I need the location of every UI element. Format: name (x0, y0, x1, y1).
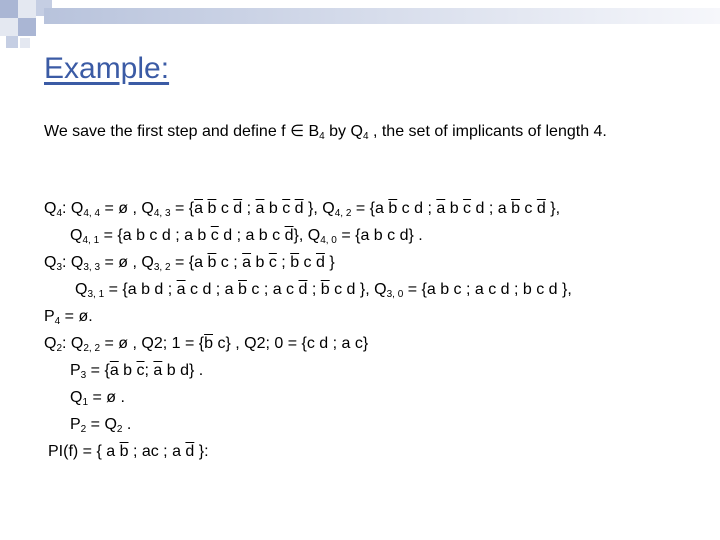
subscript: 3, 0 (386, 289, 404, 300)
subscript: 3, 3 (83, 262, 101, 273)
formula-text: ; (144, 362, 154, 379)
negated-variable: $\overline{c}$ (463, 200, 472, 217)
formula-text: = { (86, 362, 110, 379)
formula-text: = ø , Q (100, 200, 154, 217)
intro-text (44, 121, 607, 141)
formula-text: }, (545, 200, 561, 217)
formula-text: d ; a (471, 200, 512, 217)
negated-variable: $\overline{b}$ (119, 443, 129, 460)
formula-text: : Q (62, 335, 84, 352)
formula-line (70, 226, 423, 246)
intro-subscript: 4 (362, 131, 369, 142)
negated-variable: $\overline{a}$ (242, 254, 252, 271)
formula-line (44, 253, 335, 273)
formula-text: = {a b c d} . (336, 227, 423, 244)
negated-variable: $\overline{d}$ (315, 254, 325, 271)
formula-text: Q (44, 335, 57, 352)
negated-variable: $\overline{c}$ (136, 362, 145, 379)
formula-text: P (44, 308, 55, 325)
formula-text: c d ; (397, 200, 437, 217)
negated-variable: $\overline{b}$ (204, 335, 214, 352)
subscript: 2 (80, 424, 87, 435)
formula-text: Q (70, 389, 83, 406)
negated-variable: $\overline{b}$ (320, 281, 330, 298)
intro-part: We save the first step and define f (44, 123, 286, 140)
negated-variable: $\overline{a}$ (176, 281, 186, 298)
subscript: 4, 3 (153, 208, 171, 219)
formula-text: : Q (62, 254, 84, 271)
formula-text: c (299, 254, 316, 271)
negated-variable: $\overline{b}$ (388, 200, 398, 217)
formula-text: ; ac ; a (128, 443, 186, 460)
formula-line (44, 334, 368, 354)
formula-line (70, 361, 203, 381)
negated-variable: $\overline{b}$ (238, 281, 247, 298)
negated-variable: $\overline{d}$ (233, 200, 243, 217)
formula-text: c ; a c (246, 281, 299, 298)
subscript: 3 (80, 370, 87, 381)
formula-line (44, 307, 93, 327)
formula-text: P (70, 416, 81, 433)
formula-text: = {a (351, 200, 389, 217)
subscript: 2 (116, 424, 123, 435)
corner-square-3 (0, 18, 18, 36)
formula-text: d ; a b c (218, 227, 285, 244)
formula-text: } (324, 254, 335, 271)
subscript: 4 (54, 316, 61, 327)
formula-line (48, 442, 209, 462)
formula-text: c d ; a (185, 281, 239, 298)
formula-text: }, Q (293, 227, 321, 244)
negated-variable: $\overline{c}$ (210, 227, 219, 244)
formula-text: ; (242, 200, 256, 217)
corner-square-1 (0, 0, 18, 18)
formula-text: = {a b c d ; a b (99, 227, 211, 244)
negated-variable: $\overline{d}$ (185, 443, 195, 460)
formula-text: = {a b c ; a c d ; b c d }, (403, 281, 572, 298)
formula-text: : Q (62, 200, 84, 217)
formula-text: c d }, Q (329, 281, 387, 298)
negated-variable: $\overline{a}$ (109, 362, 119, 379)
slide-title: Example: (44, 52, 170, 85)
subscript: 2 (56, 343, 63, 354)
intro-part: , the set of implicants of length 4. (372, 123, 607, 140)
negated-variable: $\overline{a}$ (194, 200, 204, 217)
formula-text: = ø. (60, 308, 93, 325)
formula-text: = { (170, 200, 195, 217)
negated-variable: $\overline{b}$ (207, 200, 217, 217)
subscript: 1 (82, 397, 89, 408)
subscript: 4, 4 (83, 208, 101, 219)
formula-text: Q (75, 281, 88, 298)
subscript: 2, 2 (83, 343, 101, 354)
negated-variable: $\overline{a}$ (255, 200, 265, 217)
formula-text: = {a b d ; (104, 281, 177, 298)
negated-variable: $\overline{c}$ (282, 200, 291, 217)
formula-text: PI(f) = { a (48, 443, 120, 460)
corner-square-2 (18, 0, 36, 18)
formula-text: = ø . (88, 389, 125, 406)
formula-text: = {a (170, 254, 208, 271)
formula-text: b (251, 254, 269, 271)
negated-variable: $\overline{b}$ (207, 254, 217, 271)
negated-variable: $\overline{d}$ (294, 200, 304, 217)
subscript: 4, 1 (82, 235, 100, 246)
formula-text: b d} . (162, 362, 204, 379)
formula-text: Q (44, 254, 57, 271)
subscript: 4 (56, 208, 63, 219)
formula-text: }: (194, 443, 209, 460)
intro-part: B (308, 123, 320, 140)
subscript: 4, 2 (334, 208, 352, 219)
formula-text: c ; (216, 254, 243, 271)
formula-text: c (216, 200, 234, 217)
formula-text: ; (276, 254, 291, 271)
subscript: 3 (56, 262, 63, 273)
element-of-symbol: ∈ (290, 123, 305, 140)
formula-text: b (264, 200, 283, 217)
intro-part: by Q (329, 123, 363, 140)
formula-text: = Q (86, 416, 117, 433)
formula-line (44, 199, 560, 219)
formula-text: = ø , Q2; 1 = { (100, 335, 205, 352)
corner-square-4 (18, 18, 36, 36)
negated-variable: $\overline{d}$ (536, 200, 546, 217)
negated-variable: $\overline{c}$ (268, 254, 277, 271)
negated-variable: $\overline{a}$ (153, 362, 163, 379)
subscript: 4, 0 (320, 235, 337, 246)
formula-text: P (70, 362, 81, 379)
corner-square-6 (6, 36, 18, 48)
negated-variable: $\overline{b}$ (290, 254, 300, 271)
formula-text: Q (70, 227, 83, 244)
subscript: 3, 1 (87, 289, 105, 300)
negated-variable: $\overline{d}$ (284, 227, 294, 244)
formula-text: Q (44, 200, 57, 217)
formula-text: . (122, 416, 132, 433)
formula-text: = ø , Q (100, 254, 154, 271)
formula-text: c} , Q2; 0 = {c d ; a c} (213, 335, 369, 352)
corner-square-7 (20, 38, 30, 48)
negated-variable: $\overline{b}$ (511, 200, 520, 217)
formula-text: b (445, 200, 464, 217)
formula-text: }, Q (303, 200, 335, 217)
negated-variable: $\overline{a}$ (436, 200, 446, 217)
formula-line (75, 280, 572, 300)
negated-variable: $\overline{d}$ (298, 281, 308, 298)
intro-subscript: 4 (319, 131, 325, 142)
header-bar (44, 8, 720, 24)
formula-text: ; (307, 281, 321, 298)
formula-text: c (519, 200, 537, 217)
formula-line (70, 388, 125, 408)
formula-line (70, 415, 131, 435)
subscript: 3, 2 (153, 262, 171, 273)
formula-text: b (118, 362, 137, 379)
